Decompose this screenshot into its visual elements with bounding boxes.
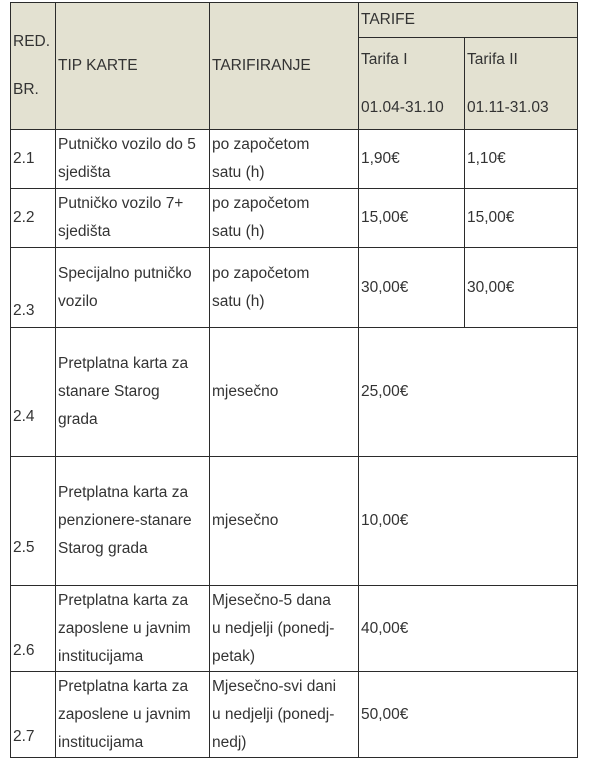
billing: Mjesečno-svi dani u nedjelji (ponedj- nedj)	[210, 672, 359, 758]
header-red-br-line2: BR.	[13, 81, 39, 98]
billing: mjesečno	[210, 328, 359, 457]
billing: mjesečno	[210, 457, 359, 586]
tarifa-2-value: 15,00€	[465, 189, 578, 248]
table-row	[11, 248, 578, 328]
header-tarife: TARIFE	[359, 3, 578, 38]
header-red-br	[11, 3, 56, 130]
ticket-type: Pretplatna karta za zaposlene u javnim institucijama	[56, 672, 210, 758]
tarifa-value: 50,00€	[359, 672, 578, 758]
tarifa-2-value: 30,00€	[465, 248, 578, 328]
billing: po započetom satu (h)	[210, 130, 359, 189]
table-row	[11, 586, 578, 672]
ticket-type: Putničko vozilo 7+ sjedišta	[56, 189, 210, 248]
tariff-table	[10, 2, 578, 758]
tarifa-value: 25,00€	[359, 328, 578, 457]
header-red-br-line1: RED.	[13, 33, 51, 50]
tarifa-1-value: 30,00€	[359, 248, 465, 328]
tarifa-1-period: 01.04-31.10	[361, 98, 444, 116]
table-row	[11, 130, 578, 189]
table-row	[11, 328, 578, 457]
header-tip-karte: TIP KARTE	[56, 3, 210, 130]
tarifa-2-value: 1,10€	[465, 130, 578, 189]
row-number: 2.1	[11, 130, 56, 189]
billing: po započetom satu (h)	[210, 248, 359, 328]
tarifa-2-period: 01.11-31.03	[467, 98, 549, 116]
table-row	[11, 189, 578, 248]
tarifa-1-value: 15,00€	[359, 189, 465, 248]
ticket-type: Pretplatna karta za penzionere-stanare Starog grada	[56, 457, 210, 586]
header-tarifa-1	[359, 38, 465, 130]
ticket-type: Putničko vozilo do 5 sjedišta	[56, 130, 210, 189]
row-number: 2.2	[11, 189, 56, 248]
row-number: 2.4	[11, 328, 56, 457]
tarifa-1-name: Tarifa I	[361, 50, 408, 68]
ticket-type: Specijalno putničko vozilo	[56, 248, 210, 328]
billing: Mjesečno-5 dana u nedjelji (ponedj- petak)	[210, 586, 359, 672]
ticket-type: Pretplatna karta za zaposlene u javnim institucijama	[56, 586, 210, 672]
header-tarifiranje: TARIFIRANJE	[210, 3, 359, 130]
billing: po započetom satu (h)	[210, 189, 359, 248]
tarifa-value: 10,00€	[359, 457, 578, 586]
row-number: 2.5	[11, 457, 56, 586]
tarifa-value: 40,00€	[359, 586, 578, 672]
ticket-type: Pretplatna karta za stanare Starog grada	[56, 328, 210, 457]
tarifa-1-value: 1,90€	[359, 130, 465, 189]
row-number: 2.7	[11, 672, 56, 758]
row-number: 2.3	[11, 248, 56, 328]
header-tarifa-2	[465, 38, 578, 130]
table-row	[11, 672, 578, 758]
table-row	[11, 457, 578, 586]
tarifa-2-name: Tarifa II	[467, 50, 518, 68]
row-number: 2.6	[11, 586, 56, 672]
